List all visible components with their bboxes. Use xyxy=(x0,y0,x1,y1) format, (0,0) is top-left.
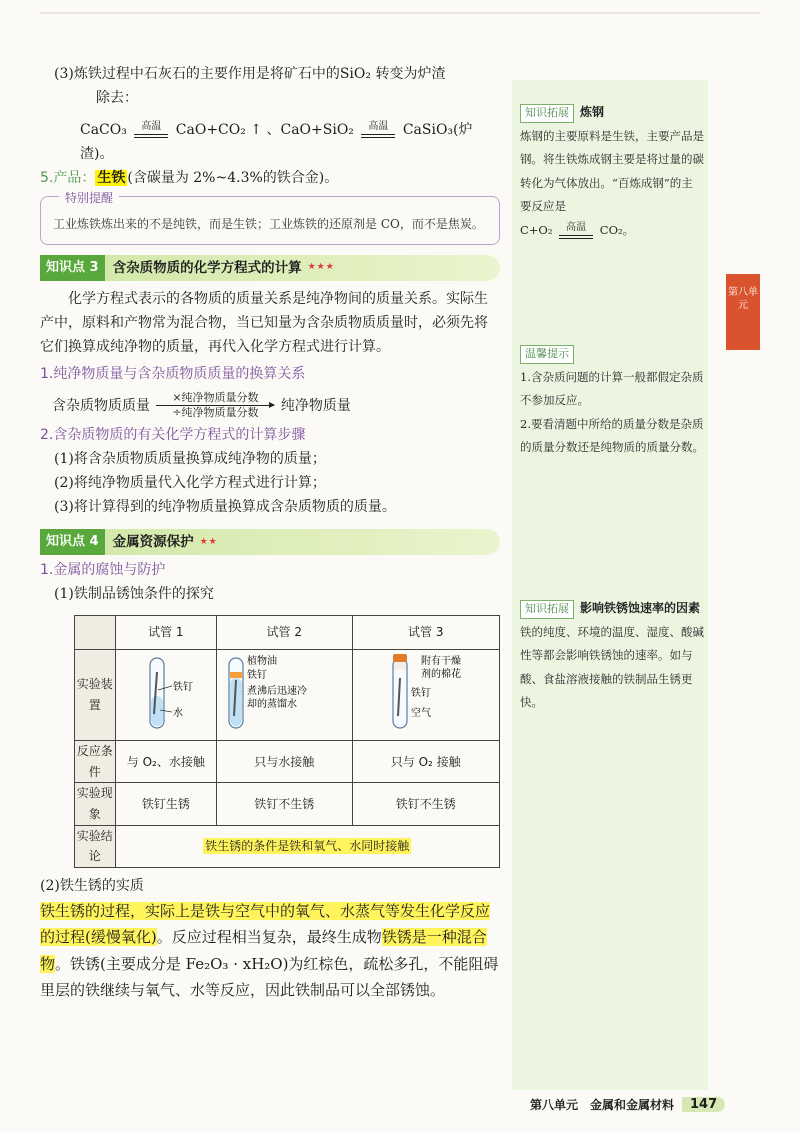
special-note-box xyxy=(40,191,500,245)
table-cell: 只与 O₂ 接触 xyxy=(352,741,500,783)
unit-tab: 第八单元 xyxy=(726,274,760,350)
conv-bottom: ÷纯净物质量分数 xyxy=(172,405,259,419)
sec3-line2: 除去： xyxy=(96,90,138,107)
kp4-label: 知识点 4 xyxy=(40,529,105,555)
kp4-item2: (2)铁生锈的实质 xyxy=(40,877,144,894)
tube3-label-cotton-2: 剂的棉花 xyxy=(420,668,461,680)
kp3-sub2: 2.含杂质物质的有关化学方程式的计算步骤 xyxy=(40,427,306,444)
sidebar-box-rust-rate xyxy=(520,596,704,715)
tube2-label-water-2: 却的蒸馏水 xyxy=(247,698,298,710)
kp4-title: 金属资源保护 xyxy=(112,533,194,550)
table-cell: 与 O₂、水接触 xyxy=(115,741,216,783)
rust-paragraph xyxy=(40,898,500,1003)
conversion-relation xyxy=(40,391,500,421)
box1-eq-left: C+O₂ xyxy=(520,222,553,237)
table-header-row xyxy=(75,615,500,649)
box1-eq-right: CO₂。 xyxy=(599,222,635,237)
conv-arrows xyxy=(156,391,274,421)
tube3-label-cotton-1: 附有干燥 xyxy=(420,655,461,667)
conv-right: 纯净物质量 xyxy=(280,397,351,414)
page-number: 147 xyxy=(682,1097,725,1112)
tube-3-diagram xyxy=(352,649,500,741)
tube3-label-air: 空气 xyxy=(410,707,431,719)
page-footer xyxy=(530,1093,760,1115)
box3-title: 影响铁锈蚀速率的因素 xyxy=(580,601,701,615)
knowledge-point-4-bar xyxy=(40,529,500,555)
kp4-item1: (1)铁制品锈蚀条件的探究 xyxy=(54,586,214,603)
eq-part-a: CaCO₃ xyxy=(80,122,127,139)
box1-tag: 知识拓展 xyxy=(520,104,574,123)
tube2-label-oil: 植物油 xyxy=(247,655,278,667)
tube1-label-nail: 铁钉 xyxy=(172,681,193,693)
table-header: 试管 1 xyxy=(115,615,216,649)
test-tube-1-icon xyxy=(116,650,216,734)
box2-tag: 温馨提示 xyxy=(520,345,574,364)
eq-part-c: CaSiO₃(炉渣)。 xyxy=(80,122,473,163)
knowledge-point-3-bar xyxy=(40,255,500,281)
kp3-sub1: 1.纯净物质量与含杂质物质质量的换算关系 xyxy=(40,366,306,383)
box2-item-2: 2.要看清题中所给的质量分数是杂质的质量分数还是纯物质的质量分数。 xyxy=(520,416,704,455)
box1-text: 炼钢的主要原料是生铁，主要产品是钢。将生铁炼成钢主要是将过量的碳转化为气体放出。“百炼成钢”的主要反应是 xyxy=(520,128,704,214)
rust-text-2: 。铁锈(主要成分是 Fe₂O₃ · xH₂O)为红棕色，疏松多孔，不能阻碍里层的铁继续与氧气、水等反应，因此铁制品可以全部锈蚀。 xyxy=(40,954,499,999)
tube-2-diagram xyxy=(217,649,352,741)
footer-unit: 第八单元 金属和金属材料 xyxy=(530,1097,675,1112)
kp3-title: 含杂质物质的化学方程式的计算 xyxy=(112,259,302,276)
tube1-label-water: 水 xyxy=(172,707,183,719)
sec3-equation xyxy=(40,118,500,166)
sidebar xyxy=(512,80,708,1090)
sidebar-box-tips xyxy=(520,342,704,460)
row-head-condition: 反应条件 xyxy=(75,741,116,783)
main-column xyxy=(40,62,500,1003)
box1-title: 炼钢 xyxy=(580,105,605,119)
box3-tag: 知识拓展 xyxy=(520,600,574,619)
row-head-phenomenon: 实验现象 xyxy=(75,783,116,825)
box1-eq-condition: 高温 xyxy=(559,223,593,239)
product-rest: (含碳量为 2%~4.3%的铁合金)。 xyxy=(127,170,339,187)
eq-condition-2: 高温 xyxy=(361,122,395,138)
box2-item-1: 1.含杂质问题的计算一般都假定杂质不参加反应。 xyxy=(520,369,704,408)
table-cell: 只与水接触 xyxy=(217,741,352,783)
kp3-step-2: (2)将纯净物质量代入化学方程式进行计算； xyxy=(54,475,326,492)
row-head-conclusion: 实验结论 xyxy=(75,825,116,867)
box3-text: 铁的纯度、环境的温度、湿度、酸碱性等都会影响铁锈蚀的速率。如与酸、食盐溶液接触的铁制品生锈更快。 xyxy=(520,624,704,710)
eq-part-b: CaO+CO₂ ↑ 、CaO+SiO₂ xyxy=(175,122,354,139)
table-row xyxy=(75,783,500,825)
table-corner xyxy=(75,615,116,649)
table-cell: 铁钉不生锈 xyxy=(217,783,352,825)
test-tube-3-icon xyxy=(353,650,499,734)
product-label: 5.产品： xyxy=(40,170,96,187)
table-row xyxy=(75,649,500,741)
eq-condition-1: 高温 xyxy=(134,122,168,138)
kp4-stars-icon: ★★ xyxy=(199,536,218,547)
tube2-label-water-1: 煮沸后迅速冷 xyxy=(247,685,308,697)
row-head-apparatus: 实验装置 xyxy=(75,649,116,741)
product-word: 生铁 xyxy=(97,170,126,187)
sidebar-box-steelmaking xyxy=(520,100,704,242)
table-cell: 铁钉生锈 xyxy=(115,783,216,825)
special-note-tag: 特别提醒 xyxy=(59,187,119,210)
sec3-line1: (3)炼铁过程中石灰石的主要作用是将矿石中的SiO₂ 转变为炉渣 xyxy=(54,66,446,82)
table-cell: 铁钉不生锈 xyxy=(352,783,500,825)
table-header: 试管 2 xyxy=(217,615,352,649)
rust-highlight-1: 铁生锈的过程，实际上是铁与空气中的氧气、水蒸气等发生化学反应的过程(缓慢氧化) xyxy=(40,902,491,947)
box1-equation xyxy=(520,219,704,243)
conv-left: 含杂质物质质量 xyxy=(52,397,150,414)
table-conclusion-cell xyxy=(115,825,499,867)
special-note-text: 工业炼铁炼出来的不是纯铁，而是生铁；工业炼铁的还原剂是 CO，而不是焦炭。 xyxy=(53,217,484,232)
table-row xyxy=(75,741,500,783)
table-header: 试管 3 xyxy=(352,615,500,649)
tube2-label-nail: 铁钉 xyxy=(247,669,268,681)
table-row xyxy=(75,825,500,867)
kp4-sub1: 1.金属的腐蚀与防护 xyxy=(40,562,166,579)
kp3-stars-icon: ★★★ xyxy=(307,262,335,273)
conv-top: ×纯净物质量分数 xyxy=(172,390,259,404)
kp3-paragraph: 化学方程式表示的各物质的质量关系是纯净物间的质量关系。实际生产中，原料和产物常为混合物，当已知量为含杂质物质质量时，必须先将它们换算成纯净物的质量，再代入化学方程式进行计算。 xyxy=(40,291,488,356)
kp3-label: 知识点 3 xyxy=(40,255,105,281)
rust-experiment-table xyxy=(74,615,500,868)
tube3-label-nail: 铁钉 xyxy=(410,687,431,699)
test-tube-2-icon xyxy=(217,650,351,734)
kp3-step-3: (3)将计算得到的纯净物质量换算成含杂质物质的质量。 xyxy=(54,499,396,516)
kp3-step-1: (1)将含杂质物质质量换算成纯净物的质量； xyxy=(54,451,326,468)
tube-1-diagram xyxy=(115,649,216,741)
rust-highlight-2: 铁锈是一种混合物 xyxy=(40,928,487,973)
conclusion-text: 铁生锈的条件是铁和氧气、水同时接触 xyxy=(205,839,410,853)
rust-text-1: 。反应过程相当复杂，最终生成物 xyxy=(156,928,382,947)
top-rule xyxy=(40,12,760,14)
